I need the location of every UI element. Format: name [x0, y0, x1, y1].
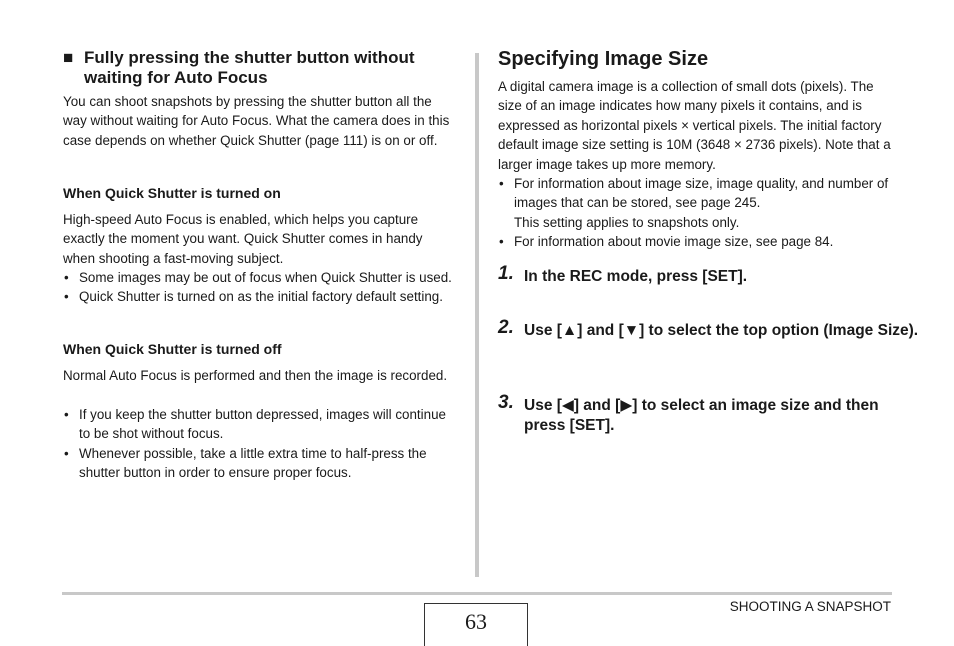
bullet-icon: •	[64, 445, 69, 461]
section-heading	[63, 48, 458, 88]
square-bullet-icon: ■	[63, 48, 74, 67]
right-column	[498, 0, 919, 434]
bullet-icon: •	[64, 407, 69, 422]
quick-shutter-on-list	[63, 268, 458, 307]
bullet-icon: •	[499, 234, 504, 250]
step-2	[498, 317, 919, 341]
column-divider	[475, 53, 479, 577]
section-heading-text: Fully pressing the shutter button without waiting for Auto Focus	[84, 48, 415, 87]
step-1	[498, 263, 919, 287]
step-number: 2.	[498, 317, 514, 338]
list-item: • Quick Shutter is turned on as the initial factory default setting.	[63, 287, 458, 306]
image-size-paragraph: A digital camera image is a collection of small dots (pixels). The size of an image indicates how many pixels it contains, and is expressed as horizontal pixels × vertical pixels. The initial factory default image size setting is 10M (3648 × 2736 pixels). Note that a larger image takes up more memory.	[498, 79, 891, 172]
quick-shutter-off-heading: When Quick Shutter is turned off	[63, 341, 282, 357]
page-title: Specifying Image Size	[498, 48, 709, 70]
bullet-icon: •	[64, 289, 69, 305]
step-3	[498, 392, 919, 436]
step-text: In the REC mode, press [SET].	[524, 268, 748, 285]
quick-shutter-on-heading: When Quick Shutter is turned on	[63, 185, 281, 201]
list-item: • Some images may be out of focus when Quick Shutter is used.	[63, 268, 458, 287]
quick-shutter-off-paragraph: Normal Auto Focus is performed and then the image is recorded.	[63, 368, 448, 383]
quick-shutter-on-paragraph: High-speed Auto Focus is enabled, which helps you capture exactly the moment you want. Quick Shutter comes in handy when shooting a fast-moving subject.	[63, 212, 423, 266]
footer-section-label: SHOOTING A SNAPSHOT	[729, 599, 891, 614]
list-item: • If you keep the shutter button depressed, images will continue to be shot without focus.	[64, 407, 446, 442]
step-number: 1.	[498, 263, 514, 284]
image-size-notes	[498, 174, 893, 252]
list-item: • Whenever possible, take a little extra time to half-press the shutter button in order to ensure proper focus.	[64, 445, 427, 481]
page-number: 63	[424, 603, 528, 646]
note-text: This setting applies to snapshots only.	[514, 214, 740, 230]
bullet-icon: •	[499, 176, 504, 191]
list-item: • For information about movie image size, see page 84.	[498, 232, 893, 251]
intro-paragraph: You can shoot snapshots by pressing the shutter button all the way without waiting for Auto Focus. What the camera does in this case depends on whether Quick Shutter (page 111) is on or off.	[63, 94, 450, 148]
footer-rule	[62, 592, 892, 595]
quick-shutter-off-list	[63, 405, 458, 483]
step-text: Use [▲] and [▼] to select the top option (Image Size).	[524, 322, 919, 339]
step-number: 3.	[498, 392, 514, 413]
list-item: • For information about image size, image quality, and number of images that can be stored, see page 245. This setting applies to snapshots only.	[499, 176, 889, 230]
step-text: Use [◀] and [▶] to select an image size and then press [SET].	[524, 397, 879, 434]
bullet-icon: •	[64, 270, 69, 285]
